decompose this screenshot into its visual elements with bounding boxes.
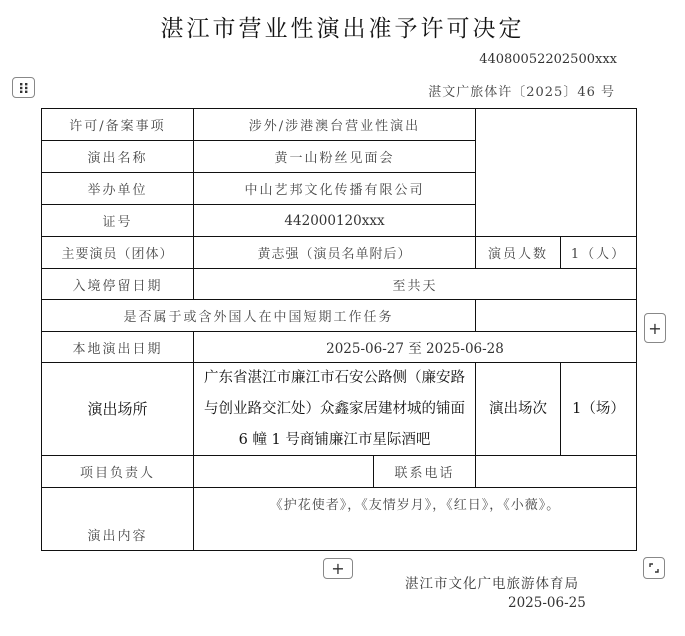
foreigner-work-value bbox=[475, 299, 637, 332]
project-lead-value bbox=[193, 455, 374, 488]
add-row-button[interactable] bbox=[323, 558, 353, 579]
show-name-value: 黄一山粉丝见面会 bbox=[193, 140, 476, 173]
venue-address-text: 广东省湛江市廉江市石安公路侧（廉安路与创业路交汇处）众鑫家居建材城的铺面 6 幢 1 号商铺廉江市星际酒吧 bbox=[204, 369, 465, 448]
performer-count-value: 1（人） bbox=[560, 236, 637, 269]
organizer-value: 中山艺邦文化传播有限公司 bbox=[193, 172, 476, 205]
sessions-label: 演出场次 bbox=[475, 362, 561, 456]
permit-item-value: 涉外/涉港澳台营业性演出 bbox=[193, 108, 476, 141]
resize-icon bbox=[649, 563, 659, 573]
issuing-organization: 湛江市文化广电旅游体育局 bbox=[405, 576, 579, 592]
permit-number: 湛文广旅体许〔2025〕46 号 bbox=[428, 85, 615, 100]
issue-date: 2025-06-25 bbox=[508, 595, 586, 611]
entry-stay-date-label: 入境停留日期 bbox=[41, 268, 194, 300]
certificate-label: 证号 bbox=[41, 204, 194, 237]
local-dates-value: 2025-06-27 至 2025-06-28 bbox=[193, 331, 637, 363]
foreigner-work-label: 是否属于或含外国人在中国短期工作任务 bbox=[41, 299, 476, 332]
resize-handle-button[interactable] bbox=[643, 557, 665, 579]
certificate-value: 442000120xxx bbox=[193, 204, 476, 237]
plus-icon: + bbox=[331, 559, 345, 578]
local-dates-label: 本地演出日期 bbox=[41, 331, 194, 363]
add-column-button[interactable] bbox=[644, 313, 666, 343]
document-number: 44080052202500xxx bbox=[479, 52, 617, 67]
venue-label: 演出场所 bbox=[41, 362, 194, 456]
phone-label: 联系电话 bbox=[373, 455, 476, 488]
drag-handle-icon bbox=[20, 83, 28, 93]
content-value: 《护花使者》，《友情岁月》，《红日》，《小薇》。 bbox=[193, 487, 637, 551]
show-name-label: 演出名称 bbox=[41, 140, 194, 173]
content-label: 演出内容 bbox=[41, 487, 194, 551]
main-performers-label: 主要演员（团体） bbox=[41, 236, 194, 269]
sessions-value: 1（场） bbox=[560, 362, 637, 456]
document-title: 湛江市营业性演出准予许可决定 bbox=[160, 16, 525, 42]
plus-icon: + bbox=[648, 318, 662, 338]
blank-right-cell bbox=[475, 108, 637, 237]
entry-stay-date-value: 至共天 bbox=[193, 268, 637, 300]
phone-value bbox=[475, 455, 637, 488]
performer-count-label: 演员人数 bbox=[475, 236, 561, 269]
table-drag-handle[interactable] bbox=[12, 77, 35, 98]
organizer-label: 举办单位 bbox=[41, 172, 194, 205]
permit-item-label: 许可/备案事项 bbox=[41, 108, 194, 141]
main-performers-value: 黄志强（演员名单附后） bbox=[193, 236, 476, 269]
venue-value bbox=[193, 362, 476, 456]
project-lead-label: 项目负责人 bbox=[41, 455, 194, 488]
permit-table bbox=[41, 108, 637, 551]
